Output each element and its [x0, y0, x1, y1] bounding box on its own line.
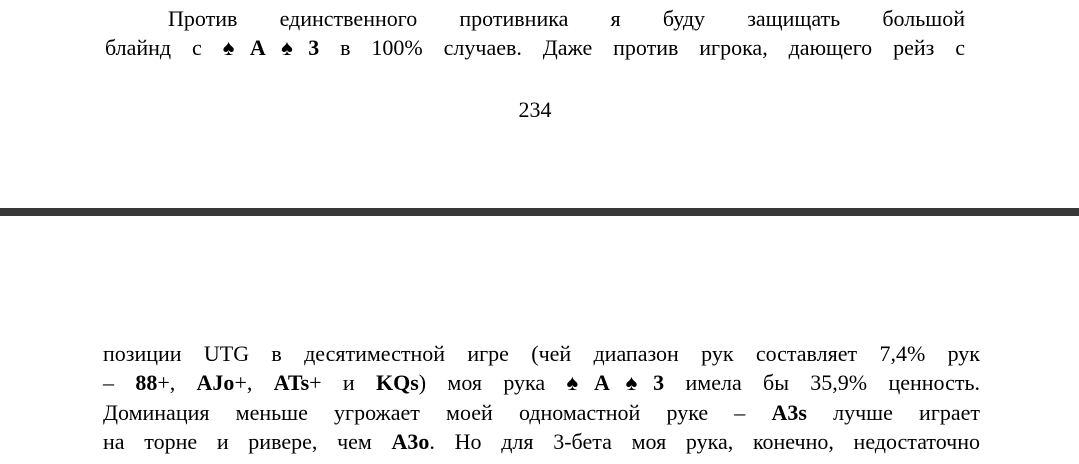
text-line: на торне и ривере, чем A3o. Но для 3-бета моя рука, конечно, недостаточно — [103, 429, 980, 455]
text-line: блайнд с ♠A♠3 в 100% случаев. Даже против игрока, дающего рейз с — [105, 35, 965, 61]
page-separator — [0, 208, 1079, 216]
page-top-text-block — [105, 4, 965, 63]
text-line: позиции UTG в десятиместной игре (чей диапазон рук составляет 7,4% рук — [103, 341, 980, 366]
text-line: Доминация меньше угрожает моей одномастной руке – A3s лучше играет — [103, 399, 980, 425]
page-bottom-text-block — [103, 339, 980, 457]
text-line: Против единственного противника я буду защищать большой — [168, 6, 965, 31]
page-number: 234 — [518, 97, 552, 122]
text-line: – 88+, AJo+, ATs+ и KQs) моя рука ♠A♠3 имела бы 35,9% ценность. — [103, 370, 980, 396]
